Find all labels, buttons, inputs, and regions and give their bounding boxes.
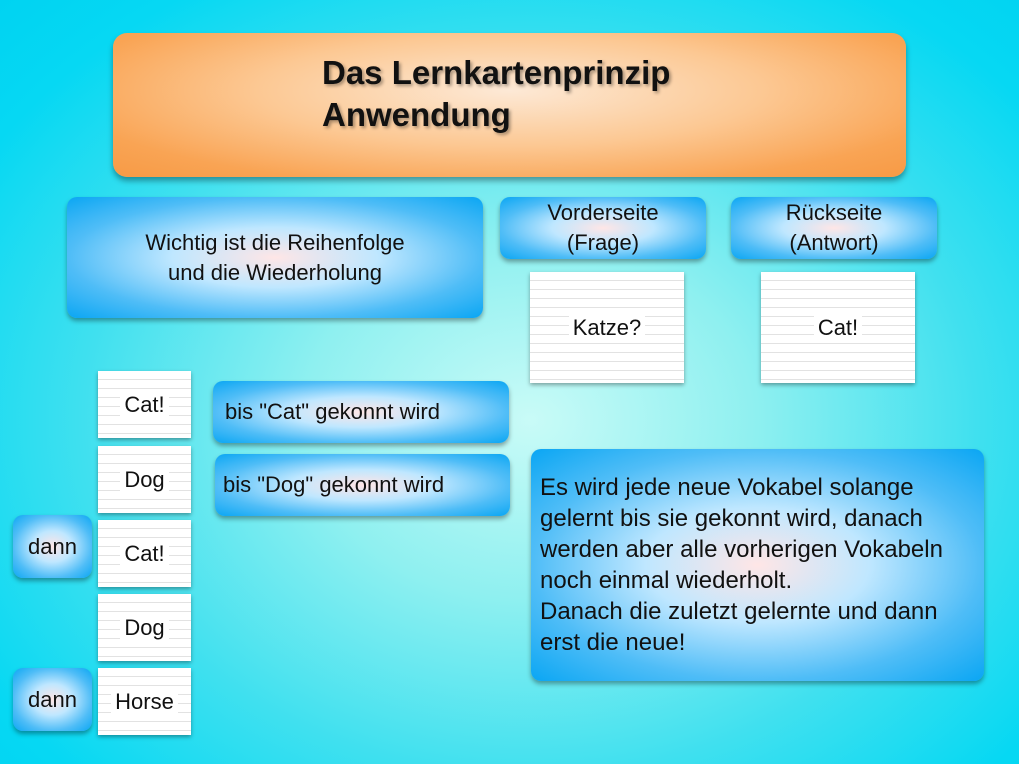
stack-card	[98, 371, 191, 438]
stack-card-text: Horse	[111, 687, 178, 717]
explanation-line: Es wird jede neue Vokabel solange	[540, 474, 914, 501]
then-badge-1	[13, 515, 92, 578]
front-label-1: Vorderseite	[547, 200, 659, 225]
stack-card	[98, 668, 191, 735]
stack-card	[98, 520, 191, 587]
until-dog-box	[215, 454, 510, 516]
then-badge-2	[13, 668, 92, 731]
back-label-1: Rückseite	[785, 200, 883, 225]
explanation-line: Danach die zuletzt gelernte und dann	[540, 598, 938, 625]
explanation-line: erst die neue!	[540, 629, 686, 656]
title-line-1: Das Lernkartenprinzip	[322, 54, 671, 91]
stack-card-text: Dog	[120, 465, 168, 495]
title-line-2: Anwendung	[322, 96, 511, 133]
until-cat-box	[213, 381, 509, 443]
back-label-2: (Antwort)	[789, 230, 879, 255]
importance-line-2: und die Wiederholung	[167, 259, 383, 285]
importance-line-1: Wichtig ist die Reihenfolge	[145, 229, 405, 255]
front-card	[530, 272, 684, 383]
stack-card-text: Dog	[120, 613, 168, 643]
importance-box	[67, 197, 483, 318]
back-card-text: Cat!	[814, 313, 862, 343]
stack-card-text: Cat!	[120, 390, 168, 420]
back-card	[761, 272, 915, 383]
front-card-text: Katze?	[569, 313, 646, 343]
front-label-2: (Frage)	[566, 230, 640, 255]
until-dog-text: bis "Dog" gekonnt wird	[223, 472, 445, 497]
front-label-box	[500, 197, 706, 259]
page-title	[322, 52, 670, 136]
explanation-line: noch einmal wiederholt.	[540, 567, 793, 594]
explanation-line: gelernt bis sie gekonnt wird, danach	[540, 505, 923, 532]
stack-card	[98, 446, 191, 513]
then-text-1: dann	[28, 533, 77, 559]
explanation-line: werden aber alle vorherigen Vokabeln	[540, 536, 943, 563]
then-text-2: dann	[28, 686, 77, 712]
back-label-box	[731, 197, 937, 259]
stack-card	[98, 594, 191, 661]
explanation-box	[531, 449, 984, 681]
stack-card-text: Cat!	[120, 539, 168, 569]
until-cat-text: bis "Cat" gekonnt wird	[225, 399, 440, 424]
